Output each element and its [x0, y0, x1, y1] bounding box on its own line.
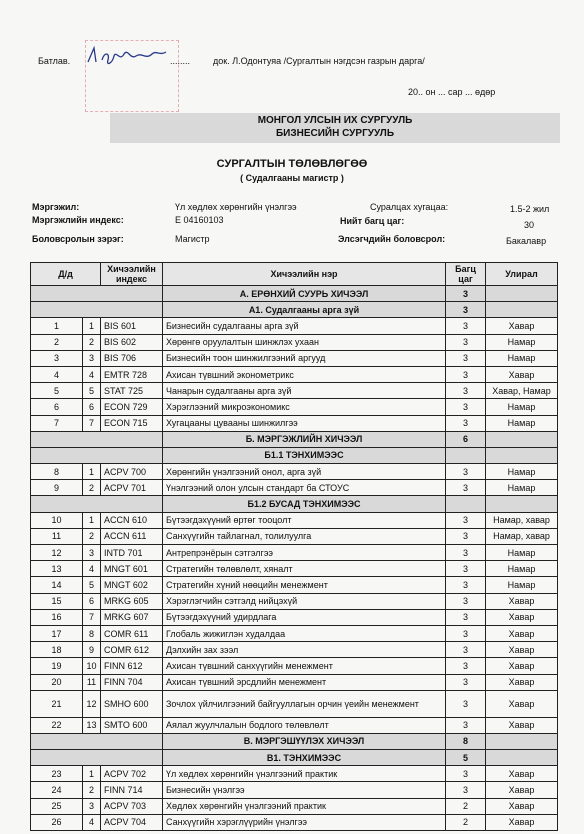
course-name: Үнэлгээний олон улсын стандарт ба СТОУС — [163, 480, 446, 496]
section-row — [31, 431, 558, 447]
course-season: Хавар, Намар — [486, 383, 558, 399]
section-title: А1. Судалгааны арга зүй — [163, 302, 446, 318]
course-code: ACPV 704 — [101, 814, 163, 830]
course-name: Ахисан түвшний эконометрикс — [163, 366, 446, 382]
section-row — [31, 750, 558, 766]
table-header-row — [31, 263, 558, 286]
course-code: FINN 714 — [101, 782, 163, 798]
section-season — [486, 431, 558, 447]
section-credits: 8 — [446, 733, 486, 749]
course-credits: 3 — [446, 717, 486, 733]
course-row — [31, 528, 558, 544]
entry-label: Элсэгчдийн боловсрол: — [338, 234, 446, 244]
section-season — [486, 302, 558, 318]
course-row — [31, 814, 558, 830]
course-credits: 3 — [446, 318, 486, 334]
section-credits: 5 — [446, 750, 486, 766]
course-number: 2 — [31, 334, 83, 350]
section-spacer — [31, 496, 163, 512]
course-number: 11 — [31, 528, 83, 544]
course-credits: 3 — [446, 690, 486, 717]
course-season: Намар — [486, 545, 558, 561]
section-credits — [446, 496, 486, 512]
course-name: Дэлхийн зах зээл — [163, 642, 446, 658]
section-spacer — [31, 750, 163, 766]
course-subnumber: 1 — [83, 766, 101, 782]
course-row — [31, 383, 558, 399]
course-credits: 3 — [446, 399, 486, 415]
course-subnumber: 3 — [83, 798, 101, 814]
course-season: Намар — [486, 334, 558, 350]
course-name: Хэрэглээний микроэкономикс — [163, 399, 446, 415]
course-subnumber: 2 — [83, 480, 101, 496]
course-credits: 3 — [446, 528, 486, 544]
course-code: FINN 704 — [101, 674, 163, 690]
course-row — [31, 609, 558, 625]
course-credits: 2 — [446, 798, 486, 814]
section-spacer — [31, 733, 163, 749]
course-name: Хугацааны цувааны шинжилгээ — [163, 415, 446, 431]
course-name: Аялал жуулчлалын бодлого төлөвлөлт — [163, 717, 446, 733]
specialty-value: Үл хөдлөх хөрөнгийн үнэлгээ — [175, 202, 297, 212]
course-code: ACPV 700 — [101, 464, 163, 480]
course-subnumber: 6 — [83, 593, 101, 609]
section-season — [486, 447, 558, 463]
course-subnumber: 2 — [83, 528, 101, 544]
course-subnumber: 9 — [83, 642, 101, 658]
course-subnumber: 11 — [83, 674, 101, 690]
course-name: Ахисан түвшний эрсдлийн менежмент — [163, 674, 446, 690]
course-number: 13 — [31, 561, 83, 577]
course-name: Стратегийн хүний нөөцийн менежмент — [163, 577, 446, 593]
header-season: Улирал — [486, 263, 558, 286]
section-row — [31, 286, 558, 302]
course-number: 23 — [31, 766, 83, 782]
course-code: ACCN 610 — [101, 512, 163, 528]
course-number: 19 — [31, 658, 83, 674]
course-subnumber: 1 — [83, 464, 101, 480]
index-label: Мэргэжлийн индекс: — [32, 215, 124, 225]
course-row — [31, 658, 558, 674]
course-season: Хавар — [486, 798, 558, 814]
course-code: BIS 602 — [101, 334, 163, 350]
course-credits: 2 — [446, 814, 486, 830]
course-code: MRKG 607 — [101, 609, 163, 625]
page-subtitle: ( Судалгааны магистр ) — [240, 173, 344, 183]
approve-label: Батлав. — [38, 56, 71, 66]
course-name: Зочлох үйлчилгээний байгууллагын орчин үеийн менежмент — [163, 690, 446, 717]
study-period-value: 1.5-2 жил — [510, 204, 550, 214]
course-subnumber: 5 — [83, 383, 101, 399]
course-row — [31, 642, 558, 658]
course-name: Хөдлөх хөрөнгийн үнэлгээний практик — [163, 798, 446, 814]
approval-date-line: 20.. он ... сар ... өдөр — [408, 87, 496, 97]
course-code: ACPV 702 — [101, 766, 163, 782]
course-row — [31, 464, 558, 480]
course-subnumber: 5 — [83, 577, 101, 593]
course-season: Хавар — [486, 717, 558, 733]
course-number: 4 — [31, 366, 83, 382]
course-name: Стратегийн төлөвлөлт, хяналт — [163, 561, 446, 577]
course-subnumber: 1 — [83, 512, 101, 528]
course-season: Хавар — [486, 674, 558, 690]
course-credits: 3 — [446, 561, 486, 577]
course-subnumber: 8 — [83, 625, 101, 641]
course-name: Үл хөдлөх хөрөнгийн үнэлгээний практик — [163, 766, 446, 782]
course-row — [31, 625, 558, 641]
course-season: Хавар — [486, 814, 558, 830]
course-subnumber: 7 — [83, 415, 101, 431]
course-number: 8 — [31, 464, 83, 480]
section-credits: 3 — [446, 302, 486, 318]
section-spacer — [31, 447, 163, 463]
course-row — [31, 766, 558, 782]
course-season: Хавар — [486, 642, 558, 658]
course-code: BIS 706 — [101, 350, 163, 366]
course-number: 12 — [31, 545, 83, 561]
section-title: Б. МЭРГЭЖЛИЙН ХИЧЭЭЛ — [163, 431, 446, 447]
course-code: ACPV 701 — [101, 480, 163, 496]
course-name: Бизнесийн судалгааны арга зүй — [163, 318, 446, 334]
course-row — [31, 350, 558, 366]
course-row — [31, 561, 558, 577]
signature-image — [80, 40, 180, 70]
course-subnumber: 2 — [83, 334, 101, 350]
course-code: BIS 601 — [101, 318, 163, 334]
course-code: ECON 729 — [101, 399, 163, 415]
course-subnumber: 13 — [83, 717, 101, 733]
header-num: Д/д — [31, 263, 101, 286]
course-name: Ахисан түвшний санхүүгийн менежмент — [163, 658, 446, 674]
index-value: Е 04160103 — [175, 215, 224, 225]
course-credits: 3 — [446, 334, 486, 350]
course-number: 10 — [31, 512, 83, 528]
course-number: 16 — [31, 609, 83, 625]
course-row — [31, 415, 558, 431]
course-subnumber: 12 — [83, 690, 101, 717]
course-season: Хавар — [486, 366, 558, 382]
course-season: Хавар — [486, 782, 558, 798]
course-credits: 3 — [446, 766, 486, 782]
school-name: БИЗНЕСИЙН СУРГУУЛЬ — [275, 128, 395, 139]
approve-dots: ........ — [170, 56, 191, 66]
section-spacer — [31, 431, 163, 447]
course-code: ECON 715 — [101, 415, 163, 431]
course-row — [31, 334, 558, 350]
course-number: 15 — [31, 593, 83, 609]
course-season: Намар — [486, 464, 558, 480]
course-code: INTD 701 — [101, 545, 163, 561]
course-code: FINN 612 — [101, 658, 163, 674]
course-name: Бүтээгдэхүүний удирдлага — [163, 609, 446, 625]
course-code: EMTR 728 — [101, 366, 163, 382]
university-name: МОНГОЛ УЛСЫН ИХ СУРГУУЛЬ — [257, 115, 413, 126]
section-season — [486, 286, 558, 302]
course-row — [31, 690, 558, 717]
section-row — [31, 447, 558, 463]
course-number: 22 — [31, 717, 83, 733]
course-code: MNGT 602 — [101, 577, 163, 593]
section-spacer — [31, 302, 163, 318]
course-code: ACCN 611 — [101, 528, 163, 544]
entry-value: Бакалавр — [506, 236, 547, 246]
course-name: Хөрөнгө оруулалтын шинжлэх ухаан — [163, 334, 446, 350]
level-label: Боловсролын зэрэг: — [32, 234, 124, 244]
course-credits: 3 — [446, 545, 486, 561]
course-season: Хавар — [486, 766, 558, 782]
course-credits: 3 — [446, 593, 486, 609]
course-season: Хавар — [486, 690, 558, 717]
course-credits: 3 — [446, 480, 486, 496]
course-row — [31, 593, 558, 609]
header-code: Хичээлийн индекс — [101, 263, 163, 286]
course-code: COMR 611 — [101, 625, 163, 641]
course-number: 1 — [31, 318, 83, 334]
course-number: 17 — [31, 625, 83, 641]
course-number: 3 — [31, 350, 83, 366]
course-row — [31, 545, 558, 561]
course-name: Бүтээгдэхүүний өртөг тооцолт — [163, 512, 446, 528]
course-number: 14 — [31, 577, 83, 593]
course-season: Хавар — [486, 593, 558, 609]
course-season: Намар — [486, 577, 558, 593]
course-season: Хавар — [486, 658, 558, 674]
course-credits: 3 — [446, 464, 486, 480]
course-row — [31, 717, 558, 733]
course-credits: 3 — [446, 383, 486, 399]
header-name: Хичээлийн нэр — [163, 263, 446, 286]
course-number: 9 — [31, 480, 83, 496]
course-subnumber: 3 — [83, 350, 101, 366]
section-season — [486, 733, 558, 749]
course-number: 25 — [31, 798, 83, 814]
course-season: Намар — [486, 561, 558, 577]
section-title: Б1.1 ТЭНХИМЭЭС — [163, 447, 446, 463]
section-credits: 6 — [446, 431, 486, 447]
credits-label: Нийт багц цаг: — [340, 216, 405, 226]
course-credits: 3 — [446, 366, 486, 382]
course-row — [31, 512, 558, 528]
course-number: 21 — [31, 690, 83, 717]
course-season: Хавар — [486, 318, 558, 334]
course-code: ACPV 703 — [101, 798, 163, 814]
course-subnumber: 4 — [83, 366, 101, 382]
section-title: Б1.2 БУСАД ТЭНХИМЭЭС — [163, 496, 446, 512]
course-credits: 3 — [446, 350, 486, 366]
course-name: Хэрэглэгчийн сэтгэлд нийцэхүй — [163, 593, 446, 609]
course-credits: 3 — [446, 658, 486, 674]
section-season — [486, 750, 558, 766]
section-credits — [446, 447, 486, 463]
table-body — [31, 286, 558, 831]
course-season: Намар — [486, 350, 558, 366]
section-season — [486, 496, 558, 512]
course-subnumber: 6 — [83, 399, 101, 415]
course-season: Хавар — [486, 625, 558, 641]
course-name: Санхүүгийн тайлагнал, толилуулга — [163, 528, 446, 544]
study-period-label: Суралцах хугацаа: — [370, 202, 449, 212]
course-subnumber: 7 — [83, 609, 101, 625]
course-season: Намар — [486, 415, 558, 431]
course-credits: 3 — [446, 642, 486, 658]
curriculum-table — [30, 262, 558, 831]
course-subnumber: 4 — [83, 561, 101, 577]
credits-value: 30 — [524, 220, 535, 230]
course-season: Хавар — [486, 609, 558, 625]
section-row — [31, 496, 558, 512]
section-title: В1. ТЭНХИМЭЭС — [163, 750, 446, 766]
course-season: Намар — [486, 480, 558, 496]
course-credits: 3 — [446, 577, 486, 593]
section-spacer — [31, 286, 163, 302]
header-credits: Багц цаг — [446, 263, 486, 286]
course-number: 5 — [31, 383, 83, 399]
course-credits: 3 — [446, 415, 486, 431]
section-title: А. ЕРӨНХИЙ СУУРЬ ХИЧЭЭЛ — [163, 286, 446, 302]
course-number: 7 — [31, 415, 83, 431]
section-title: В. МЭРГЭШҮҮЛЭХ ХИЧЭЭЛ — [163, 733, 446, 749]
course-row — [31, 480, 558, 496]
course-row — [31, 399, 558, 415]
course-row — [31, 782, 558, 798]
course-number: 26 — [31, 814, 83, 830]
course-name: Антрепрэнёрын сэтгэлгээ — [163, 545, 446, 561]
course-number: 6 — [31, 399, 83, 415]
section-row — [31, 302, 558, 318]
course-number: 18 — [31, 642, 83, 658]
course-row — [31, 798, 558, 814]
course-season: Намар, хавар — [486, 512, 558, 528]
course-name: Чанарын судалгааны арга зүй — [163, 383, 446, 399]
course-name: Глобаль жижиглэн худалдаа — [163, 625, 446, 641]
course-code: MRKG 605 — [101, 593, 163, 609]
course-row — [31, 318, 558, 334]
course-number: 24 — [31, 782, 83, 798]
section-credits: 3 — [446, 286, 486, 302]
course-subnumber: 4 — [83, 814, 101, 830]
approver-name: док. Л.Одонтуяа /Сургалтын нэгдсэн газрын дарга/ — [213, 56, 425, 66]
course-credits: 3 — [446, 782, 486, 798]
course-name: Хөрөнгийн үнэлгээний онол, арга зүй — [163, 464, 446, 480]
specialty-label: Мэргэжил: — [32, 202, 80, 212]
course-name: Санхүүгийн хэрэглүүрийн үнэлгээ — [163, 814, 446, 830]
course-code: MNGT 601 — [101, 561, 163, 577]
section-row — [31, 733, 558, 749]
course-subnumber: 3 — [83, 545, 101, 561]
level-value: Магистр — [175, 234, 210, 244]
course-number: 20 — [31, 674, 83, 690]
course-subnumber: 2 — [83, 782, 101, 798]
course-code: COMR 612 — [101, 642, 163, 658]
course-season: Намар — [486, 399, 558, 415]
course-credits: 3 — [446, 625, 486, 641]
course-code: STAT 725 — [101, 383, 163, 399]
course-credits: 3 — [446, 512, 486, 528]
course-name: Бизнесийн тоон шинжилгээний аргууд — [163, 350, 446, 366]
course-name: Бизнесийн үнэлгээ — [163, 782, 446, 798]
course-row — [31, 674, 558, 690]
course-season: Намар, хавар — [486, 528, 558, 544]
course-code: SMHO 600 — [101, 690, 163, 717]
course-row — [31, 366, 558, 382]
course-row — [31, 577, 558, 593]
course-code: SMTO 600 — [101, 717, 163, 733]
page-title: СУРГАЛТЫН ТӨЛӨВЛӨГӨӨ — [216, 158, 368, 170]
course-credits: 3 — [446, 609, 486, 625]
course-credits: 3 — [446, 674, 486, 690]
course-subnumber: 10 — [83, 658, 101, 674]
course-subnumber: 1 — [83, 318, 101, 334]
